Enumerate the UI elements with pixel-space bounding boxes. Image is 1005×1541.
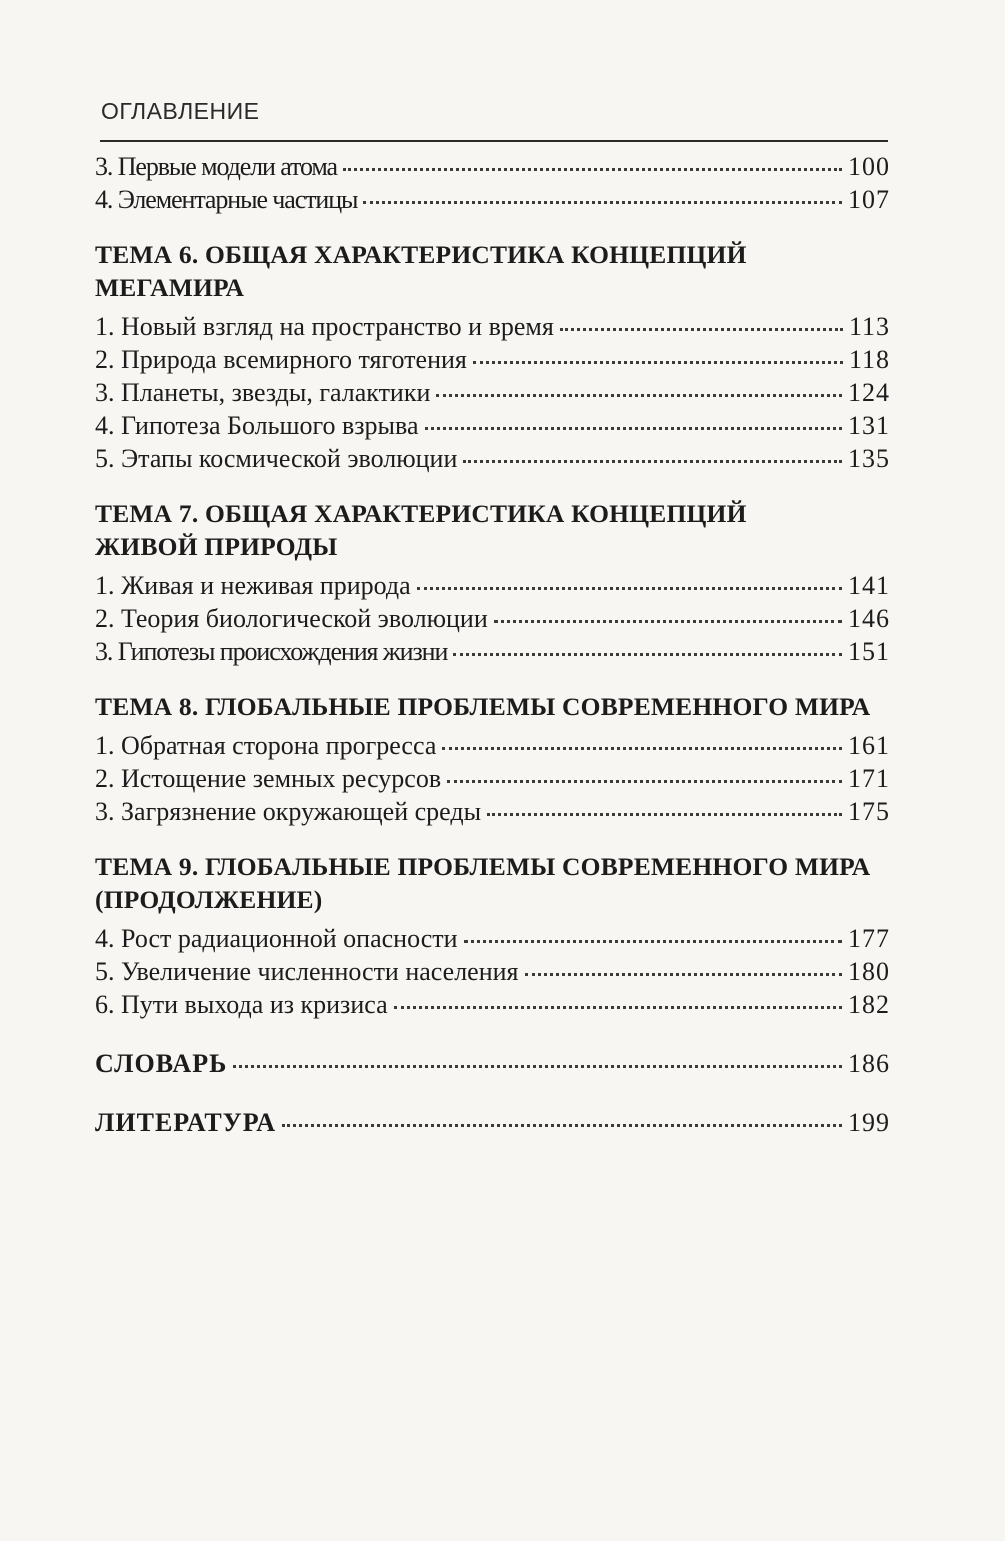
topic-heading-line: ТЕМА 6. ОБЩАЯ ХАРАКТЕРИСТИКА КОНЦЕПЦИЙ [95,240,747,269]
toc-entry-page: 180 [848,957,890,986]
toc-entry-title: 5. Этапы космической эволюции [95,444,458,473]
topic-heading-line: (ПРОДОЛЖЕНИЕ) [95,885,323,914]
toc-entry-page: 113 [848,312,890,341]
dot-leader [442,747,842,750]
toc-entry-title: 2. Истощение земных ресурсов [95,764,442,793]
toc-entry[interactable] [95,376,890,409]
header-rule [100,140,888,142]
toc-entry[interactable] [95,955,890,988]
dot-leader [425,427,842,430]
toc-entry-title: 1. Новый взгляд на пространство и время [95,312,554,341]
toc-entry-page: 146 [848,604,890,633]
topic-heading-line: ТЕМА 9. ГЛОБАЛЬНЫЕ ПРОБЛЕМЫ СОВРЕМЕННОГО МИРА [95,852,871,881]
toc-entry-title: СЛОВАРЬ [95,1049,228,1078]
toc-entry-title: 4. Элементарные частицы [95,185,358,214]
topic-heading-7 [95,497,890,563]
toc-entry[interactable] [95,922,890,955]
dot-leader [487,813,842,816]
dot-leader [494,620,842,623]
dot-leader [463,460,842,463]
toc-entry-title: 5. Увеличение численности населения [95,957,519,986]
topic-heading-line: ЖИВОЙ ПРИРОДЫ [95,532,338,561]
toc-entry-page: 175 [848,797,890,826]
toc-entry-page: 186 [848,1049,890,1078]
dot-leader [447,780,842,783]
toc-entry[interactable] [95,729,890,762]
toc-entry-page: 107 [848,185,890,214]
toc-entry-page: 161 [848,731,890,760]
dot-leader [343,168,842,171]
toc-entry-literature[interactable] [95,1106,890,1139]
topic-heading-line: ТЕМА 7. ОБЩАЯ ХАРАКТЕРИСТИКА КОНЦЕПЦИЙ [95,499,747,528]
toc-entry[interactable] [95,635,890,668]
dot-leader [363,201,842,204]
topic-heading-6 [95,238,890,304]
toc-entry[interactable] [95,988,890,1021]
toc-entry[interactable] [95,442,890,475]
toc-entry-title: 1. Живая и неживая природа [95,571,411,600]
toc-entry[interactable] [95,343,890,376]
toc-entry[interactable] [95,409,890,442]
dot-leader [233,1065,842,1068]
toc-entry-page: 151 [848,637,890,666]
topic-heading-line: МЕГАМИРА [95,273,245,302]
dot-leader [473,361,843,364]
toc-entry-page: 100 [848,152,890,181]
toc-entry-page: 177 [848,924,890,953]
dot-leader [464,940,842,943]
toc-entry[interactable] [95,310,890,343]
toc-entry-title: 3. Загрязнение окружающей среды [95,797,482,826]
toc-entry-page: 199 [848,1108,890,1137]
toc-entry-title: 3. Гипотезы происхождения жизни [95,637,448,666]
dot-leader [525,973,842,976]
toc-entry-glossary[interactable] [95,1047,890,1080]
dot-leader [394,1006,842,1009]
toc-entry-page: 118 [848,345,890,374]
toc-entry-page: 135 [848,444,890,473]
toc-entry[interactable] [95,602,890,635]
dot-leader [282,1124,842,1127]
topic-heading-9 [95,850,890,916]
toc-entry-title: 1. Обратная сторона прогресса [95,731,437,760]
toc-entry[interactable] [95,795,890,828]
toc-entry-page: 182 [848,990,890,1019]
toc-entry-page: 124 [848,378,890,407]
toc-entry-page: 131 [848,411,890,440]
dot-leader [436,394,842,397]
toc-entry[interactable] [95,150,890,183]
dot-leader [560,328,843,331]
toc-entry-page: 171 [848,764,890,793]
toc-entry-title: 3. Планеты, звезды, галактики [95,378,431,407]
topic-heading-line: ТЕМА 8. ГЛОБАЛЬНЫЕ ПРОБЛЕМЫ СОВРЕМЕННОГО МИРА [95,692,871,721]
toc-entry-title: 6. Пути выхода из кризиса [95,990,388,1019]
dot-leader [453,653,842,656]
toc-entry-title: 2. Природа всемирного тяготения [95,345,467,374]
toc-entry-title: 3. Первые модели атома [95,152,337,181]
toc-entry-title: 2. Теория биологической эволюции [95,604,488,633]
toc-entry[interactable] [95,569,890,602]
toc-entry[interactable] [95,762,890,795]
running-head: ОГЛАВЛЕНИЕ [101,98,260,124]
toc-entry-page: 141 [848,571,890,600]
toc-entry-title: ЛИТЕРАТУРА [95,1108,277,1137]
dot-leader [417,587,842,590]
toc-entry-title: 4. Гипотеза Большого взрыва [95,411,419,440]
toc-entry[interactable] [95,183,890,216]
table-of-contents [95,150,890,1139]
toc-entry-title: 4. Рост радиационной опасности [95,924,458,953]
topic-heading-8 [95,690,890,723]
